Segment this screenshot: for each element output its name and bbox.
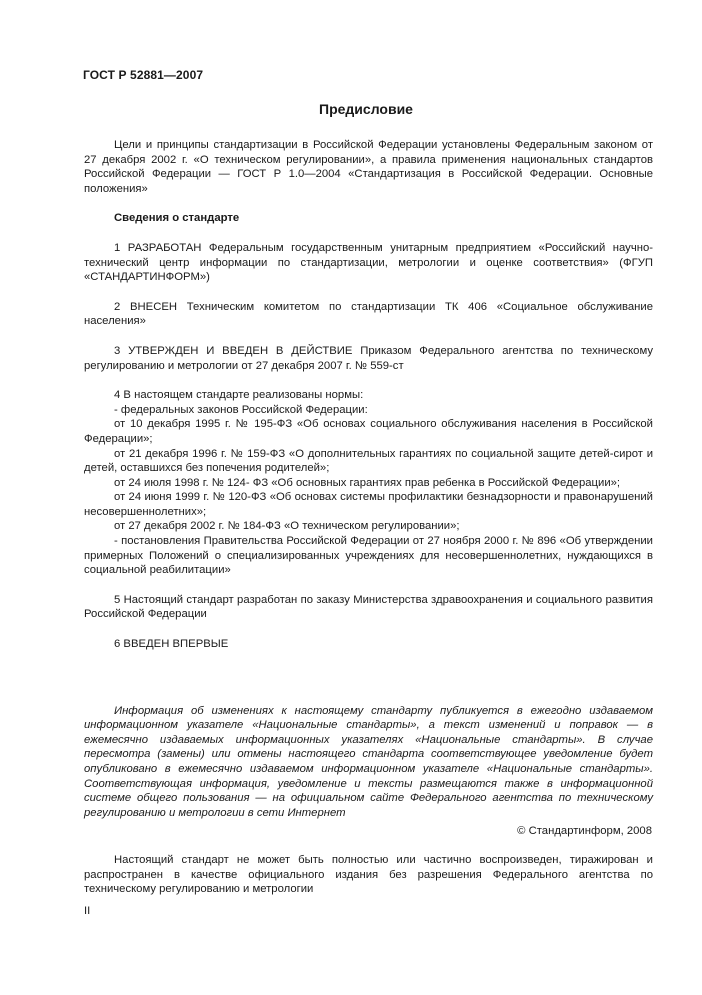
item-4-heading: 4 В настоящем стандарте реализованы нормы: xyxy=(114,389,364,402)
norm-line: - федеральных законов Российской Федерации: xyxy=(114,403,368,416)
preface-body xyxy=(84,138,653,820)
norm-line: от 21 декабря 1996 г. № 159-ФЗ «О дополнительных гарантиях по социальной защите детей-сирот и детей, оставшихся без попечения родителей»; xyxy=(84,447,653,475)
item-2-submitted: 2 ВНЕСЕН Техническим комитетом по стандартизации ТК 406 «Социальное обслуживание населения» xyxy=(84,300,653,328)
page-number: II xyxy=(84,905,91,917)
item-6-introduced-first: 6 ВВЕДЕН ВПЕРВЫЕ xyxy=(114,638,229,651)
item-4-norms xyxy=(84,388,653,578)
document-code-header: ГОСТ Р 52881—2007 xyxy=(83,68,204,82)
reproduction-notice: Настоящий стандарт не может быть полностью или частично воспроизведен, тиражирован и распространен в качестве официального издания без разрешения Федерального агентства по техническому регулированию и метрологии xyxy=(84,854,653,896)
item-3-approved: 3 УТВЕРЖДЕН И ВВЕДЕН В ДЕЙСТВИЕ Приказом Федерального агентства по техническому регулированию и метрологии от 27 декабря 2007 г. № 559-ст xyxy=(84,344,653,372)
page-title: Предисловие xyxy=(319,101,413,117)
copyright-line: © Стандартинформ, 2008 xyxy=(517,825,652,837)
amendments-info-notice: Информация об изменениях к настоящему стандарту публикуется в ежегодно издаваемом информационном указателе «Национальные стандарты», а текст изменений и поправок — в ежемесячно издаваемых информационных указателях «Национальные стандарты». В случае пересмотра (замены) или отмены настоящего стандарта соответствующее уведомление будет опубликовано в ежемесячно издаваемом информационном указателе «Национальные стандарты». Соответствующая информация, уведомление и тексты размещаются также в информационной системе общего пользования — на официальном сайте Федерального агентства по техническому регулированию и метрологии в сети Интернет xyxy=(84,704,653,819)
norm-line: от 24 июня 1999 г. № 120-ФЗ «Об основах системы профилактики безнадзорности и правонарушений несовершеннолетних»; xyxy=(84,491,653,518)
norm-line: - постановления Правительства Российской Федерации от 27 ноября 2000 г. № 896 «Об утверждении примерных Положений о специализированных учреждениях для несовершеннолетних, нуждающихся в социальной реабилитации» xyxy=(84,535,653,577)
standard-info-subheading: Сведения о стандарте xyxy=(114,212,240,225)
intro-paragraph: Цели и принципы стандартизации в Российской Федерации установлены Федеральным законом от 27 декабря 2002 г. «О техническом регулировании», а правила применения национальных стандартов Российской Федерации — ГОСТ Р 1.0—2004 «Стандартизация в Российской Федерации. Основные положения» xyxy=(84,139,653,195)
reproduction-notice-block xyxy=(84,853,653,897)
item-1-developed: 1 РАЗРАБОТАН Федеральным государственным унитарным предприятием «Российский научно-технический центр информации по стандартизации, метрологии и оценке соответствия» (ФГУП «СТАНДАРТИНФОРМ») xyxy=(84,241,653,284)
norm-line: от 24 июля 1998 г. № 124- ФЗ «Об основных гарантиях прав ребенка в Российской Федерации»; xyxy=(114,476,621,489)
item-5-developed-by-order: 5 Настоящий стандарт разработан по заказу Министерства здравоохранения и социального развития Российской Федерации xyxy=(84,593,653,621)
norm-line: от 10 декабря 1995 г. № 195-ФЗ «Об основах социального обслуживания населения в Российской Федерации»; xyxy=(84,418,653,445)
norm-line: от 27 декабря 2002 г. № 184-ФЗ «О техническом регулировании»; xyxy=(114,520,460,533)
